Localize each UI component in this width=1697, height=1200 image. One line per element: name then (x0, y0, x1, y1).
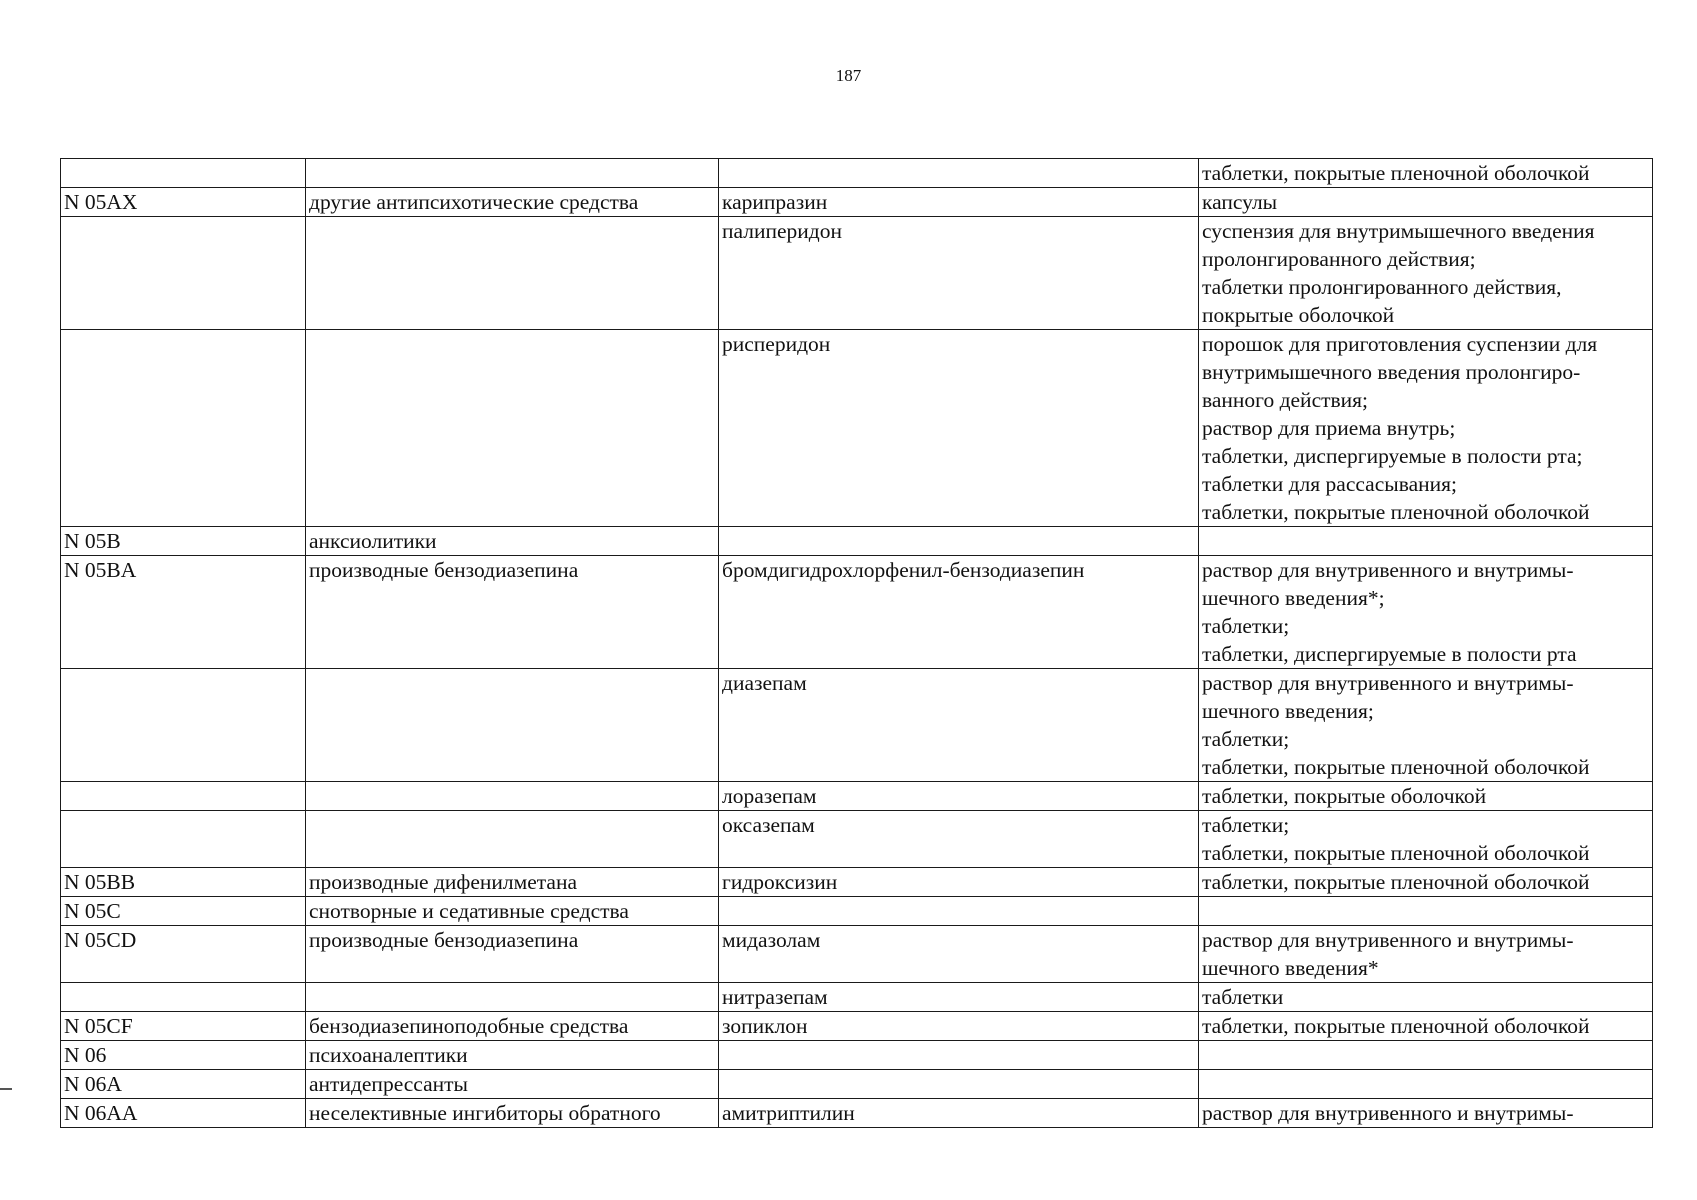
table-row (61, 669, 1653, 782)
atc-code-cell (61, 330, 306, 527)
atc-code-cell: N 05B (61, 527, 306, 556)
drug-name-cell: амитриптилин (719, 1099, 1199, 1128)
table-row (61, 556, 1653, 669)
atc-code-cell: N 05AX (61, 188, 306, 217)
group-name-cell: производные дифенилметана (306, 868, 719, 897)
atc-code-cell: N 05BA (61, 556, 306, 669)
drug-name-cell (719, 527, 1199, 556)
dosage-form-cell: раствор для внутривенного и внутримы- (1199, 1099, 1653, 1128)
drug-name-cell: зопиклон (719, 1012, 1199, 1041)
drug-name-cell (719, 897, 1199, 926)
table-row (61, 527, 1653, 556)
atc-code-cell: N 06 (61, 1041, 306, 1070)
atc-code-cell (61, 782, 306, 811)
atc-code-cell: N 06AA (61, 1099, 306, 1128)
atc-code-cell: N 05C (61, 897, 306, 926)
atc-code-cell (61, 669, 306, 782)
dosage-form-cell: суспензия для внутримышечного введения пролонгированного действия; таблетки пролонгированного действия, покрытые оболочкой (1199, 217, 1653, 330)
table-row (61, 1070, 1653, 1099)
atc-code-cell: N 05CD (61, 926, 306, 983)
group-name-cell: психоаналептики (306, 1041, 719, 1070)
table-row (61, 868, 1653, 897)
table-row (61, 926, 1653, 983)
atc-code-cell (61, 217, 306, 330)
dosage-form-cell: порошок для приготовления суспензии для внутримышечного введения пролонгиро- ванного действия; раствор для приема внутрь; таблетки, диспергируемые в полости рта; таблетки для рассасывания; таблетки, покрытые пленочной оболочкой (1199, 330, 1653, 527)
table-row (61, 1041, 1653, 1070)
dosage-form-cell: раствор для внутривенного и внутримы- шечного введения; таблетки; таблетки, покрытые пленочной оболочкой (1199, 669, 1653, 782)
group-name-cell (306, 669, 719, 782)
group-name-cell (306, 782, 719, 811)
group-name-cell: бензодиазепиноподобные средства (306, 1012, 719, 1041)
drug-name-cell: карипразин (719, 188, 1199, 217)
dosage-form-cell: таблетки, покрытые пленочной оболочкой (1199, 159, 1653, 188)
atc-code-cell (61, 811, 306, 868)
scan-edge-mark (0, 1088, 12, 1090)
atc-code-cell: N 05BB (61, 868, 306, 897)
drug-name-cell: лоразепам (719, 782, 1199, 811)
group-name-cell (306, 159, 719, 188)
atc-code-cell: N 05CF (61, 1012, 306, 1041)
table-row (61, 159, 1653, 188)
dosage-form-cell: таблетки, покрытые пленочной оболочкой (1199, 868, 1653, 897)
group-name-cell: снотворные и седативные средства (306, 897, 719, 926)
dosage-form-cell: таблетки, покрытые пленочной оболочкой (1199, 1012, 1653, 1041)
group-name-cell: другие антипсихотические средства (306, 188, 719, 217)
group-name-cell: анксиолитики (306, 527, 719, 556)
dosage-form-cell: раствор для внутривенного и внутримы- шечного введения*; таблетки; таблетки, диспергируемые в полости рта (1199, 556, 1653, 669)
drug-name-cell: нитразепам (719, 983, 1199, 1012)
dosage-form-cell: раствор для внутривенного и внутримы- шечного введения* (1199, 926, 1653, 983)
table-row (61, 1099, 1653, 1128)
table-row (61, 782, 1653, 811)
drug-name-cell: рисперидон (719, 330, 1199, 527)
group-name-cell (306, 217, 719, 330)
drug-name-cell (719, 1041, 1199, 1070)
drug-name-cell: оксазепам (719, 811, 1199, 868)
drug-table (60, 158, 1653, 1128)
table-row (61, 217, 1653, 330)
group-name-cell: производные бензодиазепина (306, 556, 719, 669)
group-name-cell: производные бензодиазепина (306, 926, 719, 983)
table-row (61, 188, 1653, 217)
atc-code-cell (61, 983, 306, 1012)
dosage-form-cell: капсулы (1199, 188, 1653, 217)
table-row (61, 330, 1653, 527)
table-row (61, 1012, 1653, 1041)
group-name-cell (306, 983, 719, 1012)
drug-name-cell (719, 159, 1199, 188)
table-row (61, 897, 1653, 926)
drug-name-cell: мидазолам (719, 926, 1199, 983)
group-name-cell (306, 811, 719, 868)
dosage-form-cell (1199, 527, 1653, 556)
table-row (61, 811, 1653, 868)
table-row (61, 983, 1653, 1012)
group-name-cell: антидепрессанты (306, 1070, 719, 1099)
drug-table-body (61, 159, 1653, 1128)
group-name-cell: неселективные ингибиторы обратного (306, 1099, 719, 1128)
dosage-form-cell (1199, 1041, 1653, 1070)
group-name-cell (306, 330, 719, 527)
drug-name-cell: гидроксизин (719, 868, 1199, 897)
page-number: 187 (835, 66, 862, 85)
drug-name-cell: диазепам (719, 669, 1199, 782)
drug-name-cell: бромдигидрохлорфенил-бензодиазепин (719, 556, 1199, 669)
atc-code-cell (61, 159, 306, 188)
dosage-form-cell: таблетки, покрытые оболочкой (1199, 782, 1653, 811)
dosage-form-cell: таблетки; таблетки, покрытые пленочной оболочкой (1199, 811, 1653, 868)
dosage-form-cell: таблетки (1199, 983, 1653, 1012)
drug-name-cell (719, 1070, 1199, 1099)
dosage-form-cell (1199, 897, 1653, 926)
drug-name-cell: палиперидон (719, 217, 1199, 330)
atc-code-cell: N 06A (61, 1070, 306, 1099)
dosage-form-cell (1199, 1070, 1653, 1099)
